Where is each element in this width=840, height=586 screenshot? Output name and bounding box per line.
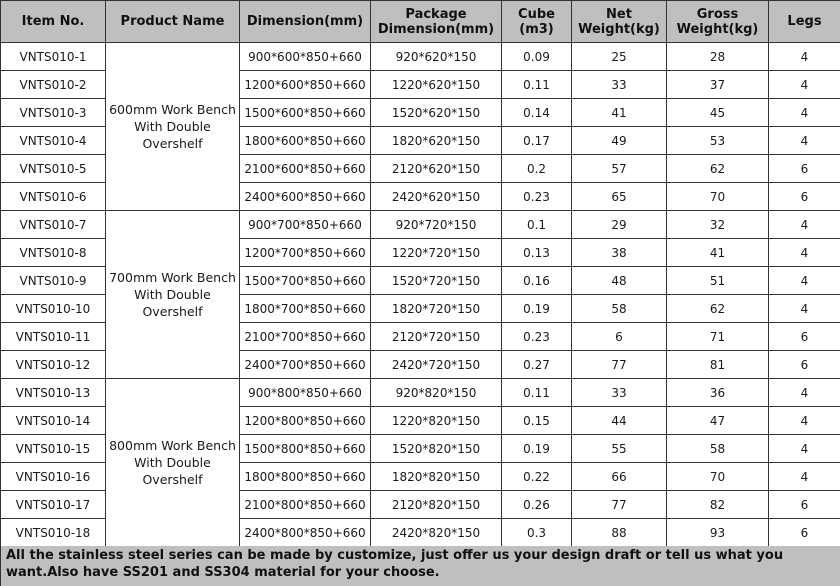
net-cell: 88 [572,519,667,547]
item-cell: VNTS010-13 [1,379,106,407]
header-package-line2: Dimension(mm) [378,22,494,37]
legs-cell: 6 [769,351,840,379]
product-name-line: 800mm Work Bench [106,437,239,454]
package-cell: 2120*720*150 [371,323,502,351]
gross-cell: 47 [667,407,769,435]
package-cell: 1820*720*150 [371,295,502,323]
package-cell: 2420*820*150 [371,519,502,547]
table-row [1,211,840,239]
net-cell: 29 [572,211,667,239]
product-name-cell [106,211,240,379]
net-cell: 55 [572,435,667,463]
net-cell: 44 [572,407,667,435]
dimension-cell: 1200*700*850+660 [240,239,371,267]
gross-cell: 62 [667,155,769,183]
package-cell: 1520*720*150 [371,267,502,295]
dimension-cell: 1500*700*850+660 [240,267,371,295]
package-cell: 2420*720*150 [371,351,502,379]
header-product-name-text: Product Name [121,14,225,29]
legs-cell: 4 [769,239,840,267]
legs-cell: 6 [769,323,840,351]
net-cell: 58 [572,295,667,323]
package-cell: 1520*820*150 [371,435,502,463]
table-row [1,379,840,407]
package-cell: 920*720*150 [371,211,502,239]
header-row [1,1,840,43]
table-body [1,43,840,547]
gross-cell: 70 [667,183,769,211]
dimension-cell: 1800*700*850+660 [240,295,371,323]
gross-cell: 37 [667,71,769,99]
cube-cell: 0.23 [502,323,572,351]
header-item-no [1,1,106,43]
net-cell: 41 [572,99,667,127]
header-net-line1: Net [606,7,632,22]
item-cell: VNTS010-3 [1,99,106,127]
header-legs [769,1,840,43]
package-cell: 1220*720*150 [371,239,502,267]
dimension-cell: 1800*800*850+660 [240,463,371,491]
legs-cell: 6 [769,491,840,519]
cube-cell: 0.11 [502,379,572,407]
dimension-cell: 1500*600*850+660 [240,99,371,127]
table-row [1,43,840,71]
header-legs-text: Legs [787,14,821,29]
legs-cell: 4 [769,267,840,295]
gross-cell: 28 [667,43,769,71]
legs-cell: 4 [769,295,840,323]
gross-cell: 71 [667,323,769,351]
cube-cell: 0.15 [502,407,572,435]
item-cell: VNTS010-4 [1,127,106,155]
item-cell: VNTS010-10 [1,295,106,323]
legs-cell: 6 [769,519,840,547]
legs-cell: 6 [769,183,840,211]
gross-cell: 82 [667,491,769,519]
dimension-cell: 1200*600*850+660 [240,71,371,99]
gross-cell: 32 [667,211,769,239]
package-cell: 2120*620*150 [371,155,502,183]
gross-cell: 45 [667,99,769,127]
net-cell: 6 [572,323,667,351]
cube-cell: 0.09 [502,43,572,71]
item-cell: VNTS010-15 [1,435,106,463]
legs-cell: 4 [769,43,840,71]
cube-cell: 0.22 [502,463,572,491]
legs-cell: 4 [769,211,840,239]
net-cell: 48 [572,267,667,295]
header-net-line2: Weight(kg) [578,22,660,37]
legs-cell: 4 [769,435,840,463]
legs-cell: 6 [769,155,840,183]
net-cell: 33 [572,71,667,99]
gross-cell: 62 [667,295,769,323]
dimension-cell: 900*800*850+660 [240,379,371,407]
cube-cell: 0.27 [502,351,572,379]
dimension-cell: 900*700*850+660 [240,211,371,239]
cube-cell: 0.3 [502,519,572,547]
net-cell: 77 [572,491,667,519]
product-name-line: 700mm Work Bench [106,269,239,286]
header-gross-weight [667,1,769,43]
cube-cell: 0.17 [502,127,572,155]
header-dimension-text: Dimension(mm) [247,14,363,29]
item-cell: VNTS010-5 [1,155,106,183]
legs-cell: 4 [769,71,840,99]
dimension-cell: 2100*700*850+660 [240,323,371,351]
net-cell: 66 [572,463,667,491]
legs-cell: 4 [769,379,840,407]
dimension-cell: 1500*800*850+660 [240,435,371,463]
package-cell: 2420*620*150 [371,183,502,211]
gross-cell: 53 [667,127,769,155]
net-cell: 65 [572,183,667,211]
product-name-cell [106,43,240,211]
package-cell: 920*620*150 [371,43,502,71]
cube-cell: 0.19 [502,295,572,323]
gross-cell: 93 [667,519,769,547]
product-name-cell [106,379,240,547]
gross-cell: 58 [667,435,769,463]
package-cell: 2120*820*150 [371,491,502,519]
gross-cell: 70 [667,463,769,491]
dimension-cell: 2400*800*850+660 [240,519,371,547]
net-cell: 38 [572,239,667,267]
item-cell: VNTS010-18 [1,519,106,547]
net-cell: 57 [572,155,667,183]
cube-cell: 0.23 [502,183,572,211]
package-cell: 1220*620*150 [371,71,502,99]
item-cell: VNTS010-11 [1,323,106,351]
header-item-no-text: Item No. [22,14,85,29]
item-cell: VNTS010-14 [1,407,106,435]
gross-cell: 81 [667,351,769,379]
legs-cell: 4 [769,127,840,155]
header-package-line1: Package [405,7,466,22]
item-cell: VNTS010-2 [1,71,106,99]
cube-cell: 0.11 [502,71,572,99]
header-dimension [240,1,371,43]
gross-cell: 36 [667,379,769,407]
gross-cell: 41 [667,239,769,267]
header-net-weight [572,1,667,43]
header-gross-line1: Gross [697,7,739,22]
package-cell: 920*820*150 [371,379,502,407]
dimension-cell: 2400*700*850+660 [240,351,371,379]
product-name-line: Overshelf [106,471,239,488]
net-cell: 33 [572,379,667,407]
legs-cell: 4 [769,463,840,491]
cube-cell: 0.16 [502,267,572,295]
dimension-cell: 900*600*850+660 [240,43,371,71]
dimension-cell: 1800*600*850+660 [240,127,371,155]
cube-cell: 0.26 [502,491,572,519]
product-name-line: With Double [106,454,239,471]
customization-note [0,546,840,586]
header-cube-line1: Cube [518,7,555,22]
header-product-name [106,1,240,43]
dimension-cell: 2100*800*850+660 [240,491,371,519]
net-cell: 25 [572,43,667,71]
dimension-cell: 2100*600*850+660 [240,155,371,183]
package-cell: 1520*620*150 [371,99,502,127]
net-cell: 77 [572,351,667,379]
package-cell: 1820*620*150 [371,127,502,155]
product-name-line: 600mm Work Bench [106,101,239,118]
cube-cell: 0.2 [502,155,572,183]
dimension-cell: 2400*600*850+660 [240,183,371,211]
product-name-line: Overshelf [106,303,239,320]
item-cell: VNTS010-9 [1,267,106,295]
header-gross-line2: Weight(kg) [677,22,759,37]
item-cell: VNTS010-17 [1,491,106,519]
header-cube-line2: (m3) [519,22,553,37]
item-cell: VNTS010-1 [1,43,106,71]
cube-cell: 0.19 [502,435,572,463]
gross-cell: 51 [667,267,769,295]
dimension-cell: 1200*800*850+660 [240,407,371,435]
legs-cell: 4 [769,407,840,435]
item-cell: VNTS010-12 [1,351,106,379]
cube-cell: 0.13 [502,239,572,267]
product-name-line: Overshelf [106,135,239,152]
product-name-line: With Double [106,286,239,303]
cube-cell: 0.14 [502,99,572,127]
header-package-dimension [371,1,502,43]
product-name-line: With Double [106,118,239,135]
item-cell: VNTS010-6 [1,183,106,211]
header-cube [502,1,572,43]
cube-cell: 0.1 [502,211,572,239]
net-cell: 49 [572,127,667,155]
package-cell: 1220*820*150 [371,407,502,435]
legs-cell: 4 [769,99,840,127]
note-line-2: want.Also have SS201 and SS304 material for your choose. [6,564,836,581]
note-line-1: All the stainless steel series can be made by customize, just offer us your design draft or tell us what you [6,547,836,564]
item-cell: VNTS010-8 [1,239,106,267]
package-cell: 1820*820*150 [371,463,502,491]
item-cell: VNTS010-7 [1,211,106,239]
item-cell: VNTS010-16 [1,463,106,491]
